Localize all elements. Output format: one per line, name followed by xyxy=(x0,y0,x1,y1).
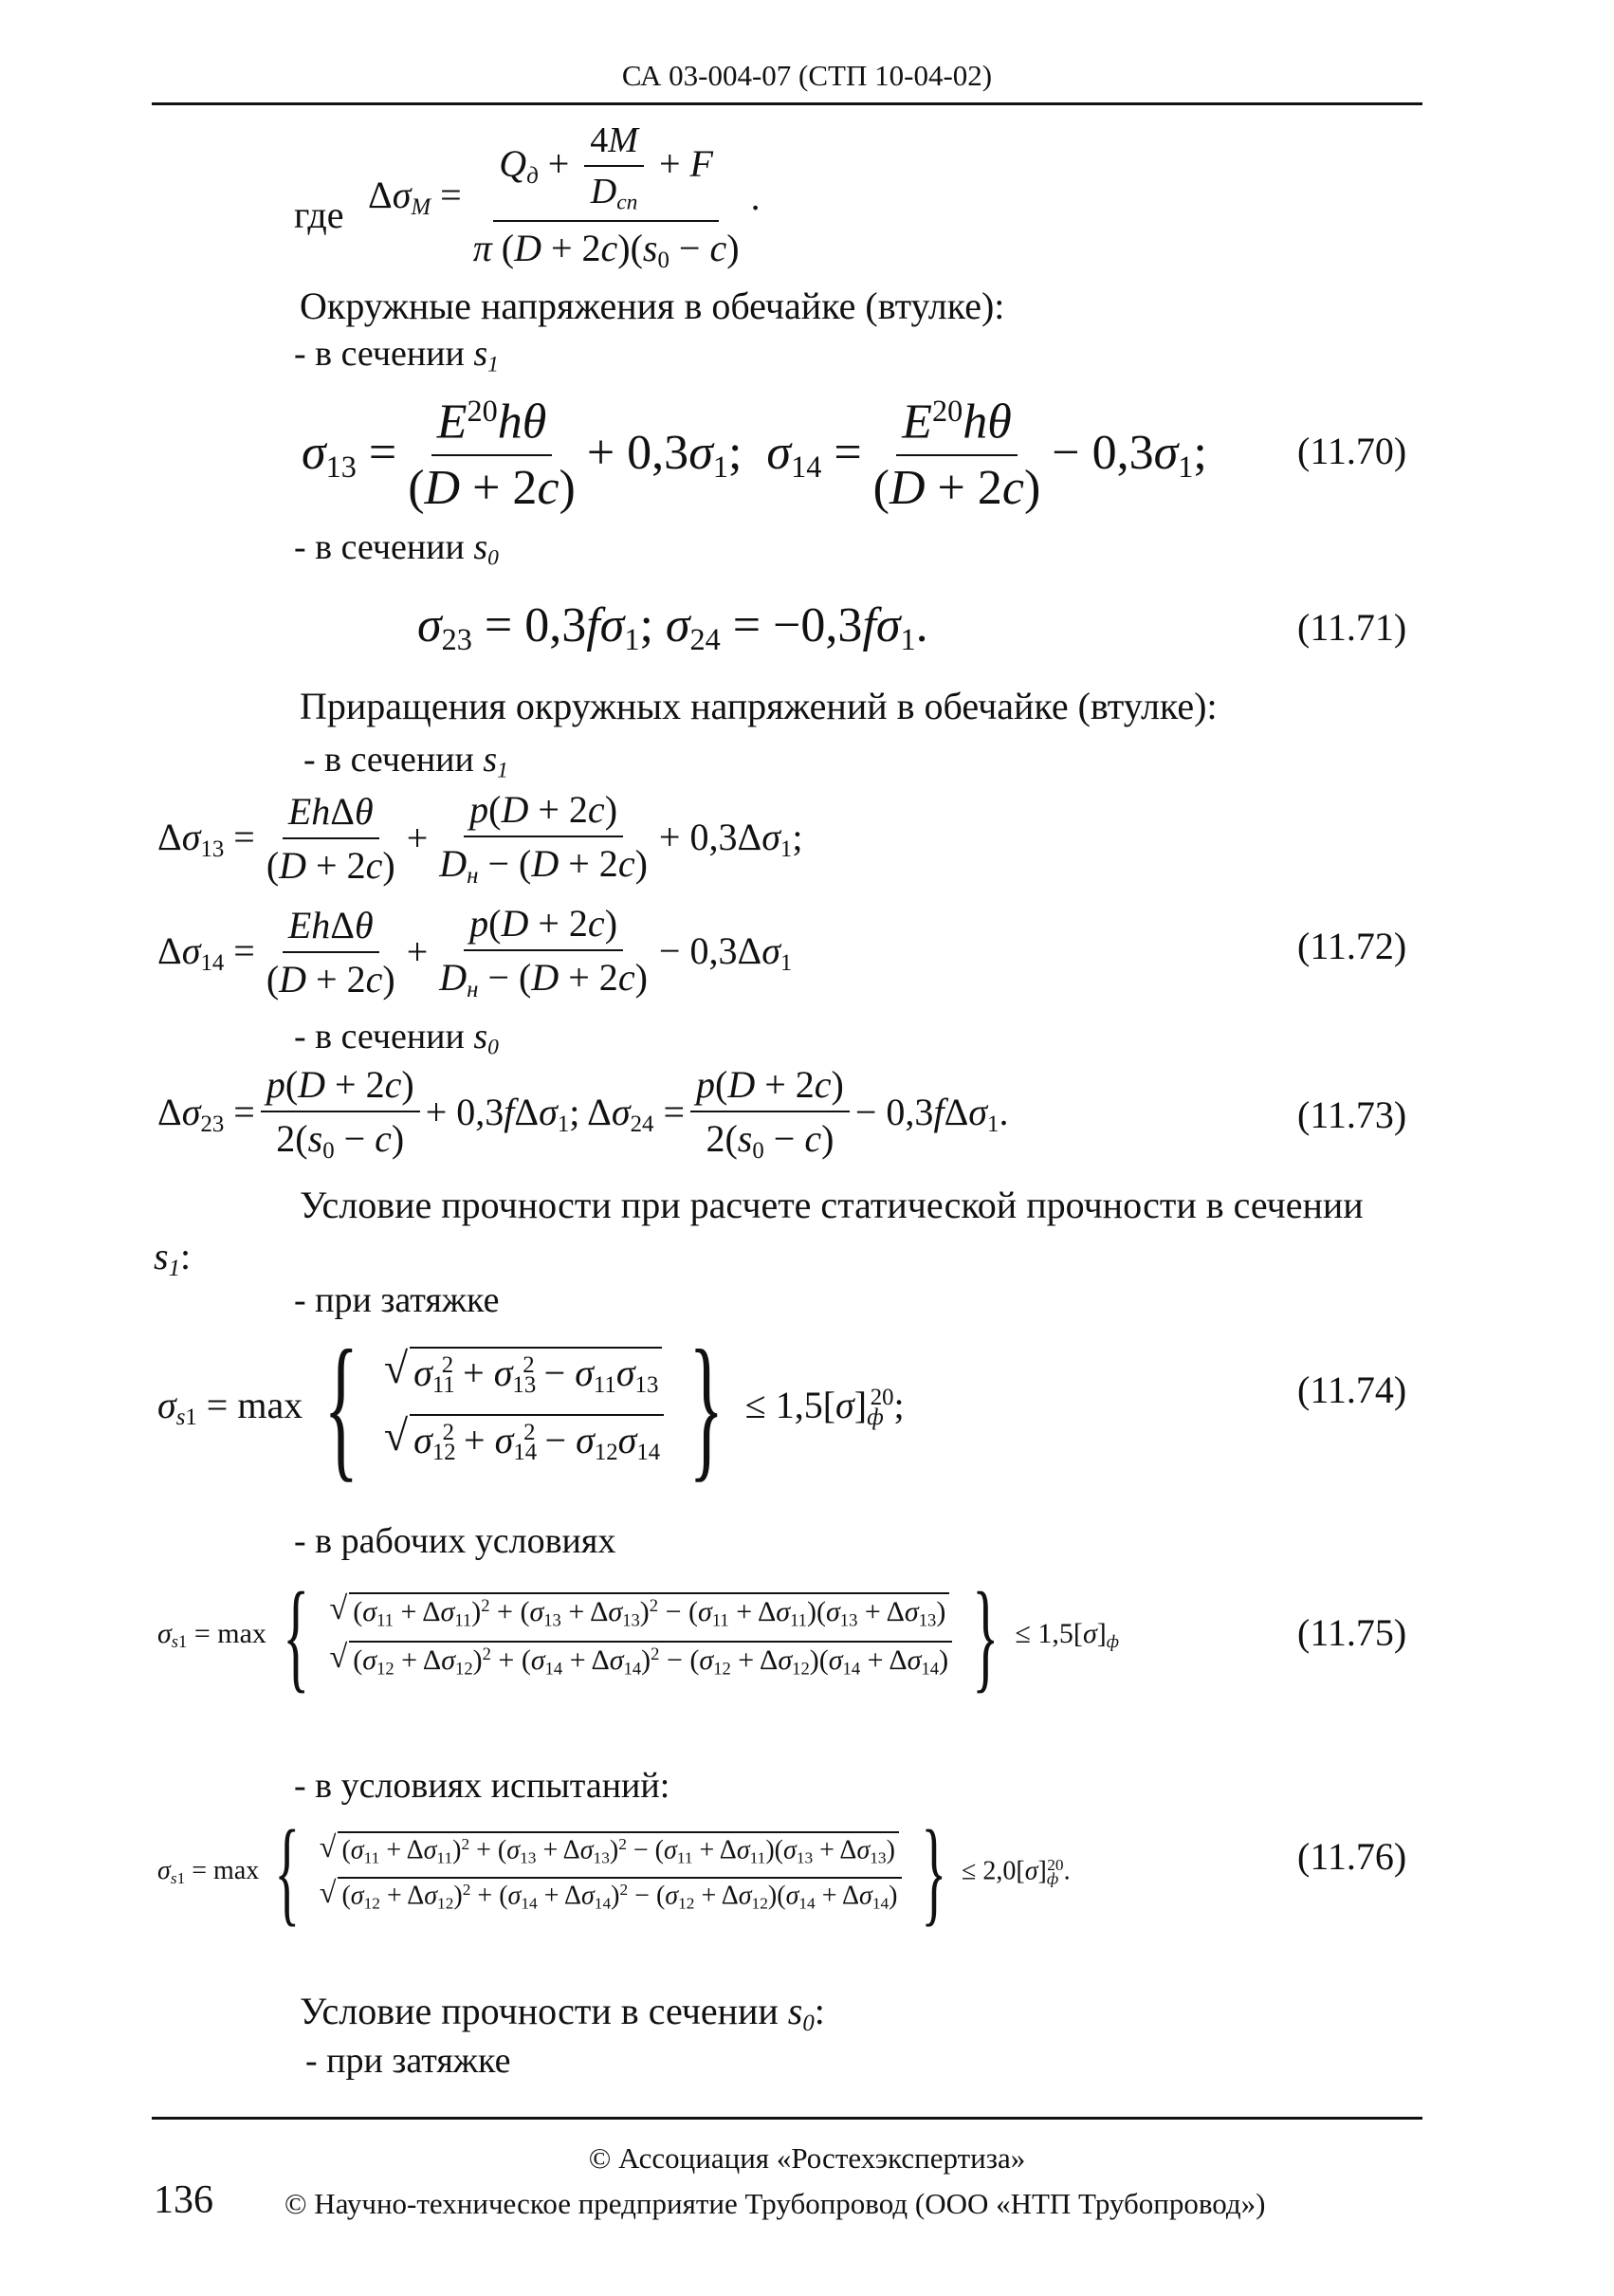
footer-copyright-company: © Научно-техническое предприятие Трубопровод (ООО «НТП Трубопровод») xyxy=(284,2187,1266,2220)
formula-delta-sigma-13: $\Delta\sigma_{13}$ = $\frac{\text{EhΔθ}}{(D + 2c)}$ + $\frac{p(D + 2c)}{D_н - (D + 2c)}$ + $0,3\Delta\sigma_1$; xyxy=(157,788,803,889)
section-s1-label-2: - в сечении $s_1$ xyxy=(303,740,508,783)
equation-number-11-70: (11.70) xyxy=(1297,430,1407,472)
where-label: где xyxy=(294,193,344,236)
formula-11-73: $\Delta\sigma_{23}$ = $\frac{p(D + 2c)}{2(s_0 - c)}$ + 0,3fΔσ$_1$; $\Delta\sigma_{24}$ = $\frac{p(D + 2c)}{2(s_0 - c)}$ − 0,3fΔσ$_1$. xyxy=(157,1063,1009,1164)
formula-11-71: $\sigma_{23} = 0,3f\sigma_1$; $\sigma_{24} = -0,3f\sigma_1$. xyxy=(417,598,928,657)
equation-number-11-74: (11.74) xyxy=(1297,1368,1407,1411)
formula-11-70: $\sigma_{13}$ = $\frac{E^{20}h\theta}{(D + 2c)}$ + $0,3\sigma_1$; $\sigma_{14}$ = $\frac{E^{20}h\theta}{(D + 2c)}$ − $0,3\sigma_1$; xyxy=(302,394,1207,515)
formula-delta-sigma-14: $\Delta\sigma_{14}$ = $\frac{\text{EhΔθ}}{(D + 2c)}$ + $\frac{p(D + 2c)}{D_н - (D + 2c)}$ − $0,3\Delta\sigma_1$ xyxy=(157,902,793,1002)
s-symbol: s xyxy=(154,1235,169,1277)
formula-11-76: $\sigma_{s1} = \max$ { √ $(\sigma_{11} + \Delta\sigma_{11})^2 + (\sigma_{13} + \Delta\sigma_{13})^2 - (\sigma_{11} + \Delta\sigma_{11})(\sigma_{13} + \Delta\sigma_{13})$ √ $(\sigma_{12} + \Delta\sigma_{12})^2 + (\sigma_{14} + \Delta\sigma_{14})^2 - (\sigma_{12} + \Delta\sigma_{12})(\sigma_{14} + \Delta\sigma_{14})$ } ≤ $2,0[\sigma]_ф^{20}$. xyxy=(157,1807,1071,1937)
strength-s1-intro: Условие прочности при расчете статической прочности в сечении xyxy=(300,1184,1364,1226)
section-label-text: - в сечении xyxy=(303,740,474,780)
strength-s1-symbol: $s_1$: xyxy=(154,1235,192,1281)
section-label-text: - в сечении xyxy=(294,527,465,567)
circumferential-stress-intro: Окружные напряжения в обечайке (втулке): xyxy=(300,285,1005,327)
strength-s0-text: Условие прочности в сечении xyxy=(300,1990,779,2032)
equation-number-11-72: (11.72) xyxy=(1297,925,1407,967)
working-conditions-label: - в рабочих условиях xyxy=(294,1521,616,1561)
strength-s0-intro: Условие прочности в сечении $s_0$: xyxy=(300,1990,825,2036)
footer-copyright-association: © Ассоциация «Ростехэкспертиза» xyxy=(588,2141,1026,2175)
section-s0-label-2: - в сечении $s_0$ xyxy=(294,1017,499,1060)
increments-intro: Приращения окружных напряжений в обечайке (втулке): xyxy=(300,685,1218,727)
section-s0-label: - в сечении $s_0$ xyxy=(294,527,499,571)
equation-number-11-76: (11.76) xyxy=(1297,1835,1407,1878)
section-s1-label: - в сечении $s_1$ xyxy=(294,334,499,377)
equation-number-11-71: (11.71) xyxy=(1297,606,1407,649)
equation-number-11-73: (11.73) xyxy=(1297,1093,1407,1136)
header-rule xyxy=(152,102,1422,105)
footer-rule xyxy=(152,2117,1422,2120)
document-code-header: СА 03-004-07 (СТП 10-04-02) xyxy=(621,59,993,92)
formula-delta-sigma-m: $\Delta\sigma_M$ = $Q_д$ + $\frac{4M}{D_{сп}}$ + F π $(D + 2c)(s_0 - c)$ . xyxy=(368,120,761,273)
section-label-text: - в сечении xyxy=(294,1017,465,1056)
section-label-text: - в сечении xyxy=(294,334,465,374)
equation-number-11-75: (11.75) xyxy=(1297,1611,1407,1654)
formula-11-75: $\sigma_{s1} = \max$ { √ $(\sigma_{11} + \Delta\sigma_{11})^2 + (\sigma_{13} + \Delta\sigma_{13})^2 - (\sigma_{11} + \Delta\sigma_{11})(\sigma_{13} + \Delta\sigma_{13})$ √ $(\sigma_{12} + \Delta\sigma_{12})^2 + (\sigma_{14} + \Delta\sigma_{14})^2 - (\sigma_{12} + \Delta\sigma_{12})(\sigma_{14} + \Delta\sigma_{14})$ } ≤ $1,5[\sigma]_ф$ xyxy=(157,1568,1119,1704)
during-tightening-label-2: - при затяжке xyxy=(305,2041,511,2081)
page-number: 136 xyxy=(154,2178,213,2222)
test-conditions-label: - в условиях испытаний: xyxy=(294,1766,670,1806)
formula-11-74: $\sigma_{s1} = \max$ { √ $\sigma_{11}^2 + \sigma_{13}^2 - \sigma_{11}\sigma_{13}$ √ $\sigma_{12}^2 + \sigma_{14}^2 - \sigma_{12}\sigma_{14}$ } ≤ $1,5[\sigma]_ф^{20}$; xyxy=(157,1317,905,1496)
during-tightening-label: - при затяжке xyxy=(294,1280,500,1320)
